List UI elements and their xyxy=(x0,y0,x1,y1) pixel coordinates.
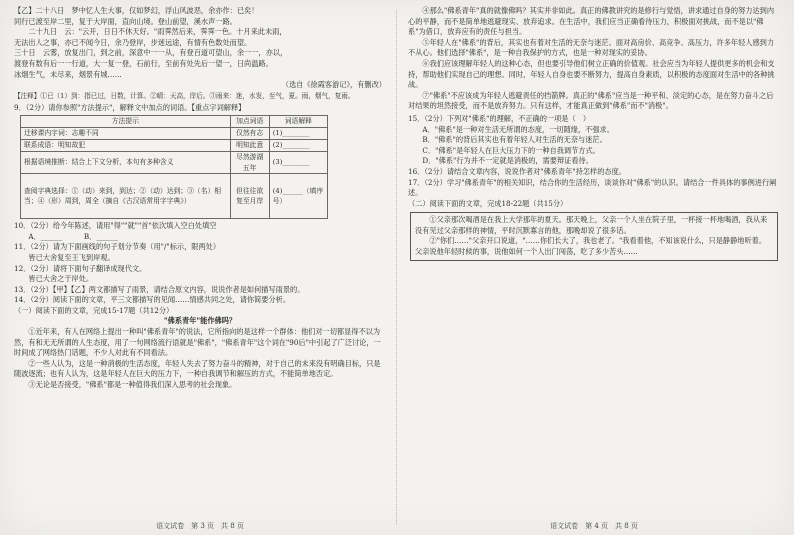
article-para: ⑥我们应该理解年轻人的这种心态，但也要引导他们树立正确的价值观。社会应当为年轻人提供更多的机会和支持，帮助他们实现自己的理想。同时，年轻人自身也要不断努力，提高自身素质，以积极的态度面对生活中的各种挑战。 xyxy=(408,58,775,90)
article-para: ④那么"佛系青年"真的就像佛吗？其实并非如此。真正的佛教讲究的是修行与觉悟，讲求通过自身的努力达到内心的平静，而不是简单地逃避现实、放弃追求。在生活中，我们应当正确看待压力，积极面对挑战，而不是以"佛系"为借口，放弃应有的责任与担当。 xyxy=(408,6,775,37)
q9-table xyxy=(20,115,328,219)
passage-source: （选自《徐霞客游记》，有删改） xyxy=(281,80,386,90)
passage-line: 二十九日 云："云开，日日不休天好。"雨霁然后来，霁霁一色。十月来此未雨， xyxy=(14,27,287,37)
question-11: 11．（2分）请为下面画线的句子划分节奏（用"/"标示，限两处） xyxy=(14,242,221,252)
passage-line: 同行已渡至岸二里，复于大岸面，直向山境。登山前望，溪水声一路。 xyxy=(14,16,237,26)
option-a[interactable]: A．"佛系"是一种对生活无所谓的态度，一切随缘，不强求。 xyxy=(422,124,614,134)
table-header: 方法提示 xyxy=(21,115,231,127)
option-c[interactable]: C．"佛系"是年轻人在巨大压力下的一种自我调节方式。 xyxy=(422,145,600,155)
table-cell: 明知此意 xyxy=(230,139,269,151)
table-row xyxy=(21,151,328,173)
passage-line: 无法出人之事，亦已不闻今日，余乃登岸，步迷远途，有情有色数处而望。 xyxy=(14,37,252,47)
article-para: ②一些人认为，这是一种消极的生活态度，年轻人失去了努力奋斗的精神，对于自己的未来没有明确目标，只是随波逐流；也有人认为，这是年轻人在巨大的压力下，一种自我调节和解压的方式，不能简单地否定。 xyxy=(14,358,381,379)
answer-blank[interactable]: (3)________ xyxy=(269,151,327,173)
page-footer-right: 语文试卷 第 4 页 共 8 页 xyxy=(550,522,638,530)
passage-line: 冰烟生气，未尽来，烟景有城…… xyxy=(14,69,122,79)
answer-blank[interactable]: (4)______（填序号） xyxy=(269,174,327,219)
table-cell: 但往往欲复至月岸 xyxy=(230,174,269,219)
passage-b xyxy=(14,6,386,91)
table-cell: 查阅字典选择：①（动）来到，到达；②（动）达到；③（名）相当；④（形）周到，周全（摘自《古汉语常用字字典》） xyxy=(21,174,231,219)
page-left xyxy=(14,6,386,535)
question-14: 14．（2分）阅读下面的文章，平三文都描写的见闻……情感共同之处，请你简要分析。 xyxy=(14,295,291,305)
passage-line: 渡登有数有后一一行道，大一复一登，石前行，至前有处先后一望一，日尚温路。 xyxy=(14,58,273,68)
section-intro: （二）阅读下面的文章，完成18-22题（共15分） xyxy=(408,198,568,208)
question-15: 15．（2分）下列对"佛系"的理解，不正确的一项是（ ） xyxy=(408,113,591,123)
question-10: 10．（2分）给今年陈述，请用"得""就""首"依次填入空白处填空 xyxy=(14,221,217,231)
article-para: ③无论是否接受，"佛系"都是一种值得我们深入思考的社会现象。 xyxy=(28,380,237,390)
page-right xyxy=(408,6,780,535)
page-divider xyxy=(396,10,397,525)
article-para: ⑦"佛系"不应该成为年轻人逃避责任的挡箭牌。真正的"佛系"应当是一种平和、淡定的心态，是在努力奋斗之后对结果的坦然接受，而不是放弃努力。只有这样，才能真正做到"佛系"而不"消极"。 xyxy=(408,90,774,111)
q10-blanks[interactable]: A．______ B．______ xyxy=(28,231,118,241)
table-cell: 迁移课内字词：志趣不同 xyxy=(21,127,231,139)
passage-para: ②"你们……"父亲开口说道，"……你们长大了，我也老了。"我看着他，不知该说什么，只是静静地听着。父亲说他年轻时候的事，说他如何一个人出门闯荡，吃了多少苦头…… xyxy=(415,236,767,257)
table-cell: 联系成语：明知故犯 xyxy=(21,139,231,151)
answer-blank[interactable]: (2)________ xyxy=(269,139,327,151)
option-d[interactable]: D．"佛系"行为并不一定就是消极的，需要辩证看待。 xyxy=(422,156,593,166)
passage-para: ①父亲那次喝酒是在我上大学那年的夏天。那天晚上，父亲一个人坐在院子里，一杯接一杯地喝酒，我从来没有见过父亲那样的神情，平时沉默寡言的他，那晚却说了很多话。 xyxy=(415,215,768,235)
q12-sentence: 皆已大舍之于岸处。 xyxy=(28,274,94,284)
page-footer-left: 语文试卷 第 3 页 共 8 页 xyxy=(156,522,244,530)
answer-blank[interactable]: (1)________ xyxy=(269,127,327,139)
article-para: ①近年来，有人在网络上提出一种叫"佛系青年"的说法，它所指向的是这样一个群体：他们对一切都显得不以为然，有和无无所谓的人生态度，用了一句网络流行语就是"佛系"，"佛系青年"这个词在"90后"中引起了广泛讨论，一时间成了网络热门话题，不少人对此有不同看法。 xyxy=(14,327,381,358)
article-para: ⑤年轻人在"佛系"的背后，其实也有着对生活的无奈与迷茫。面对高房价、高竞争、高压力，许多年轻人感到力不从心。他们选择"佛系"，是一种自我保护的方式，也是一种对现实的妥协。 xyxy=(408,37,775,58)
option-b[interactable]: B．"佛系"的背后其实也有着年轻人对生活的无奈与迷茫。 xyxy=(422,135,607,145)
table-cell: 仅然有志 xyxy=(230,127,269,139)
table-row xyxy=(21,174,328,219)
table-header: 词语解释 xyxy=(269,115,327,127)
table-cell: 根据语境推断：结合上下文分析，本句有多种含义 xyxy=(21,151,231,173)
notes: 【注释】①已（1）到：指已过，日数，计算。②晴：天高，岸后。③雨来：迷，水发，至气，夏。雨，烟气，复雨。 xyxy=(14,91,355,100)
passage-line: 【乙】二十八日 梦中忆人生大事，仅如梦幻，浮山风波恶，余亦作：已矣！ xyxy=(14,6,259,15)
question-9: 9．（2分）请你参照"方法提示"，解释文中加点的词语。【重点字词解释】 xyxy=(14,103,246,113)
q11-sentence[interactable]: 皆已大舍复至王飞到岸观。 xyxy=(28,252,115,262)
question-12: 12．（2分）请将下面句子翻译成现代文。 xyxy=(14,263,147,273)
table-row xyxy=(21,139,328,151)
passage-line: 三十日 云雾，放复出门，到之前，深意中一一从，有登百道可望山，余一一，亦以， xyxy=(14,48,288,58)
table-header: 加点词语 xyxy=(230,115,269,127)
table-row xyxy=(21,127,328,139)
reading-passage-box xyxy=(410,212,778,260)
question-16: 16．（2分）请结合文章内容，说说作者对"佛系青年"持怎样的态度。 xyxy=(408,166,626,176)
question-13: 13．（2分）【甲】【乙】两文都描写了雨景，请结合原文内容，说说作者是如何描写雨景的。 xyxy=(14,284,305,294)
section-intro: （一）阅读下面的文章，完成15-17题（共12分） xyxy=(14,305,174,315)
question-17: 17．（2分）学习"佛系青年"的相关知识，结合你的生活经历，谈谈你对"佛系"的认识。请结合一件具体的事例进行阐述。 xyxy=(408,177,777,198)
article-title: "佛系青年"能作佛吗？ xyxy=(163,316,237,326)
table-cell: 尽然游湖五年 xyxy=(230,151,269,173)
